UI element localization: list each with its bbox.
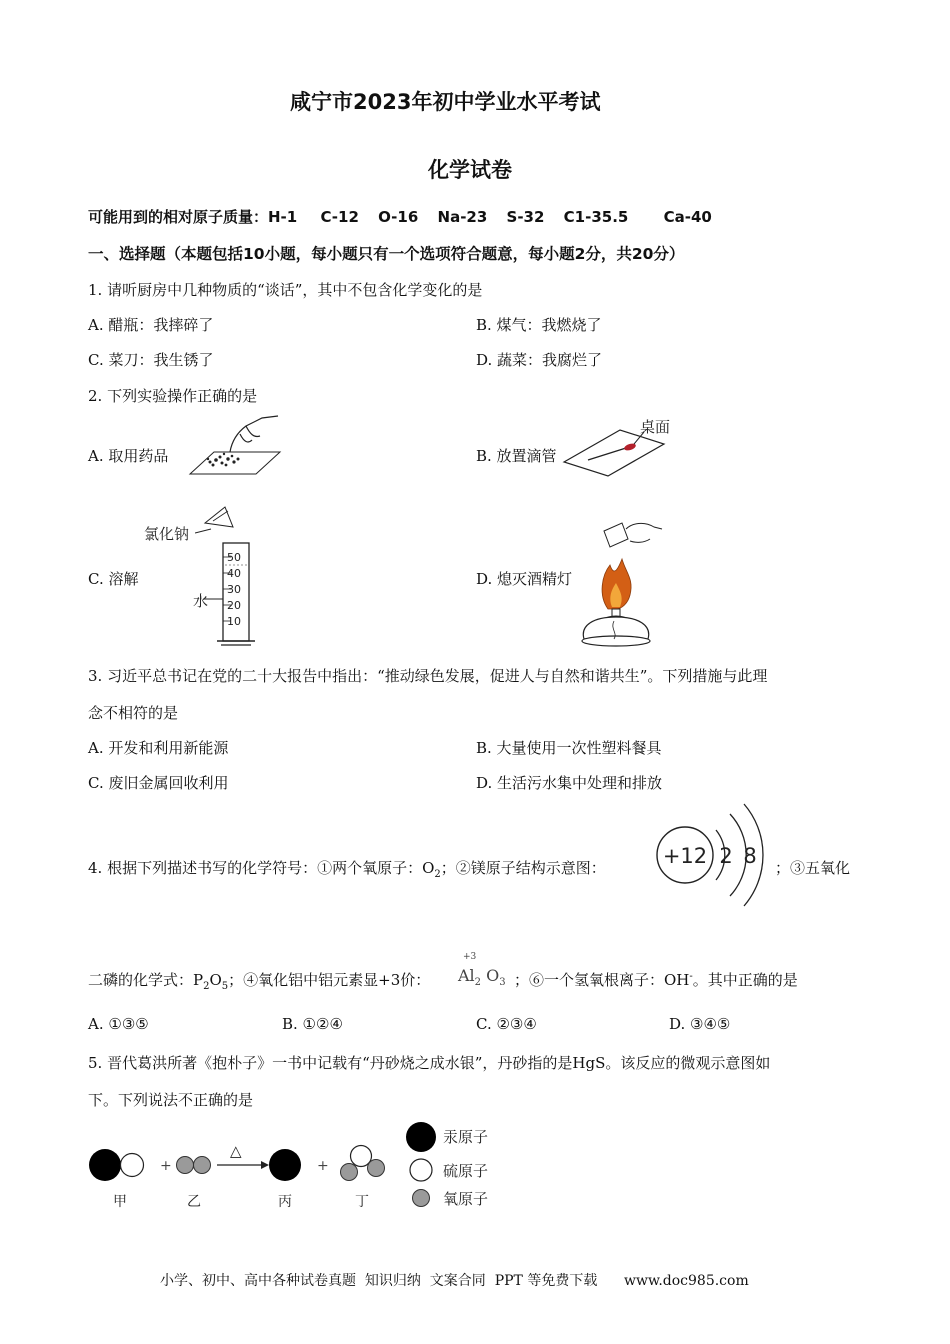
q4-option-a[interactable]: A. ①③⑤ — [88, 1015, 149, 1033]
legend-mercury-icon — [406, 1122, 436, 1152]
cylinder-tick-40: 40 — [227, 567, 241, 580]
legend-sulfur-label: 硫原子 — [443, 1162, 489, 1180]
q4-stem-line2-end — [514, 969, 798, 990]
shell2-electrons: 8 — [743, 844, 757, 868]
section-heading: 一、选择题（本题包括10小题，每小题只有一个选项符合题意，每小题2分，共20分） — [88, 245, 685, 263]
cylinder-tick-10: 10 — [227, 615, 241, 628]
q4-o-letter: O — [209, 971, 222, 989]
q4-stem-part1: 4. 根据下列描述书写的化学符号：①两个氧原子：O — [88, 859, 435, 877]
shell1-electrons: 2 — [719, 844, 733, 868]
al-subscript: 2 — [474, 977, 482, 989]
al-symbol: Al — [458, 966, 475, 985]
exam-subtitle: 化学试卷 — [428, 158, 512, 182]
take-medicine-illustration — [180, 412, 290, 482]
alcohol-lamp-illustration — [570, 515, 670, 647]
graduated-cylinder-illustration — [195, 505, 265, 647]
q4-p2o5-part: 二磷的化学式：P — [88, 971, 204, 989]
legend-oxygen-label: 氧原子 — [443, 1190, 489, 1208]
table-surface-label: 桌面 — [640, 418, 671, 436]
mercury-atom — [89, 1149, 121, 1181]
q4-o-subscript: 5 — [221, 981, 229, 992]
oxygen-atom — [341, 1164, 358, 1181]
q4-option-d[interactable]: D. ③④⑤ — [669, 1015, 731, 1033]
legend-mercury-label: 汞原子 — [443, 1128, 489, 1146]
reaction-micro-diagram — [85, 1118, 505, 1218]
o-subscript: 3 — [499, 977, 506, 989]
label-jia: 甲 — [113, 1194, 127, 1210]
q2-option-c[interactable]: C. 溶解 — [88, 570, 139, 588]
legend-sulfur-icon — [410, 1159, 432, 1181]
cylinder-tick-50: 50 — [227, 551, 241, 564]
q4-p-subscript: 2 — [203, 981, 210, 992]
q1-option-c[interactable]: C. 菜刀：我生锈了 — [88, 351, 214, 369]
label-ding: 丁 — [355, 1194, 369, 1210]
label-bing: 丙 — [278, 1194, 292, 1210]
q4-stem-line1 — [88, 857, 606, 880]
water-label: 水 — [193, 592, 209, 610]
q3-option-c[interactable]: C. 废旧金属回收利用 — [88, 774, 229, 792]
q3-stem-line2: 念不相符的是 — [88, 704, 179, 722]
plus-sign-1: + — [160, 1158, 172, 1174]
q3-option-a[interactable]: A. 开发和利用新能源 — [88, 739, 229, 757]
atomic-mass-line — [88, 206, 712, 227]
atomic-mass-s: S-32 — [506, 208, 545, 226]
cylinder-tick-20: 20 — [227, 599, 241, 612]
q4-o2-subscript: 2 — [434, 869, 441, 880]
q4-option-b[interactable]: B. ①②④ — [282, 1015, 343, 1033]
q4-stem-line2 — [88, 969, 430, 992]
q4-oh-superscript: - — [689, 971, 693, 982]
q3-stem-line1: 3. 习近平总书记在党的二十大报告中指出：“推动绿色发展，促进人与自然和谐共生”。下列措施与此理 — [88, 667, 768, 685]
reaction-arrow-head — [261, 1161, 269, 1169]
nucleus-charge: +12 — [662, 844, 708, 868]
oxygen-atom — [368, 1160, 385, 1177]
q3-option-b[interactable]: B. 大量使用一次性塑料餐具 — [476, 739, 662, 757]
legend-oxygen-icon — [413, 1190, 430, 1207]
q4-al-part: ；④氧化铝中铝元素显+3价： — [228, 971, 431, 989]
atomic-mass-c: C-12 — [320, 208, 359, 226]
plus-sign-2: + — [317, 1158, 329, 1174]
o-symbol: O — [486, 966, 500, 985]
mercury-atom — [269, 1149, 301, 1181]
magnesium-atom-diagram — [650, 802, 770, 912]
q4-question-end: 。其中正确的是 — [692, 971, 798, 989]
q3-option-d[interactable]: D. 生活污水集中处理和排放 — [476, 774, 663, 792]
footer-banner[interactable]: 小学、初中、高中各种试卷真题 知识归纳 文案合同 PPT 等免费下载 www.doc985.com — [160, 1273, 749, 1289]
q2-option-b[interactable]: B. 放置滴管 — [476, 447, 557, 465]
q4-oh-part: ；⑥一个氢氧根离子：OH — [514, 971, 690, 989]
q4-option-c[interactable]: C. ②③④ — [476, 1015, 537, 1033]
q1-option-b[interactable]: B. 煤气：我燃烧了 — [476, 316, 602, 334]
sulfur-atom — [121, 1154, 144, 1177]
atomic-mass-na: Na-23 — [437, 208, 488, 226]
atomic-mass-ca: Ca-40 — [663, 208, 712, 226]
q2-stem: 2. 下列实验操作正确的是 — [88, 387, 258, 405]
sodium-chloride-label: 氯化钠 — [144, 525, 190, 543]
cylinder-tick-30: 30 — [227, 583, 241, 596]
q1-option-d[interactable]: D. 蔬菜：我腐烂了 — [476, 351, 603, 369]
q2-option-a[interactable]: A. 取用药品 — [88, 447, 169, 465]
oxygen-atom — [177, 1157, 194, 1174]
q5-stem-line1: 5. 晋代葛洪所著《抱朴子》一书中记载有“丹砂烧之成水银”，丹砂指的是HgS。该反应的微观示意图如 — [88, 1054, 771, 1072]
q1-option-a[interactable]: A. 醋瓶：我摔碎了 — [88, 316, 214, 334]
q1-stem: 1. 请听厨房中几种物质的“谈话”，其中不包含化学变化的是 — [88, 281, 483, 299]
q2-option-d[interactable]: D. 熄灭酒精灯 — [476, 570, 573, 588]
label-yi: 乙 — [187, 1194, 201, 1210]
atomic-mass-label: 可能用到的相对原子质量：H-1 — [88, 208, 298, 226]
q4-stem-part3: ；③五氧化 — [775, 859, 851, 877]
exam-title: 咸宁市2023年初中学业水平考试 — [290, 90, 601, 114]
al-valence: +3 — [463, 952, 477, 962]
q4-stem-part2: ；②镁原子结构示意图： — [440, 859, 606, 877]
q5-stem-line2: 下。下列说法不正确的是 — [88, 1091, 254, 1109]
atomic-mass-o: O-16 — [378, 208, 419, 226]
heat-symbol: △ — [230, 1142, 242, 1160]
atomic-mass-cl: C1-35.5 — [563, 208, 629, 226]
oxygen-atom — [194, 1157, 211, 1174]
